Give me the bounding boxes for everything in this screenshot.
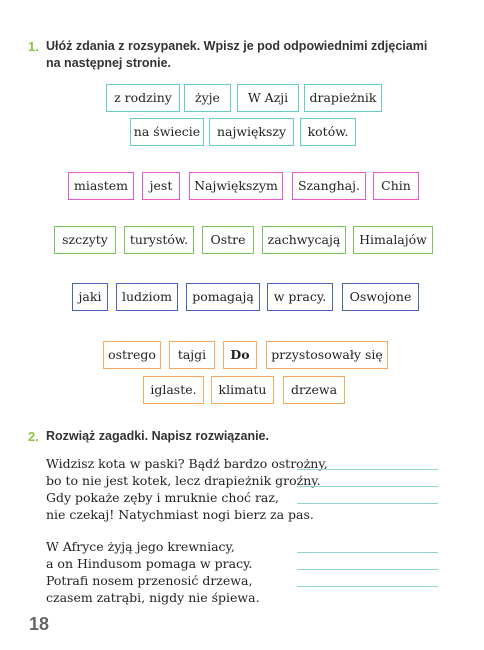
word-tile[interactable]: drzewa bbox=[283, 376, 345, 404]
word-tile[interactable]: jest bbox=[142, 172, 180, 200]
word-tile[interactable]: zachwycają bbox=[262, 226, 346, 254]
word-tile[interactable]: Chin bbox=[373, 172, 419, 200]
word-tile[interactable]: tajgi bbox=[169, 341, 215, 369]
riddle-1-line: nie czekaj! Natychmiast nogi bierz za pas. bbox=[46, 507, 314, 522]
task-1-number: 1. bbox=[28, 39, 39, 54]
word-tile[interactable]: klimatu bbox=[211, 376, 274, 404]
riddle-1-line: Gdy pokaże zęby i mruknie choć raz, bbox=[46, 490, 279, 505]
riddle-1-line: Widzisz kota w paski? Bądź bardzo ostrożny, bbox=[46, 456, 328, 471]
task-1-instruction-line-2: na następnej stronie. bbox=[46, 56, 172, 70]
answer-line-2c[interactable] bbox=[297, 586, 438, 587]
word-tile[interactable]: na świecie bbox=[130, 118, 204, 146]
riddle-2-line: Potrafi nosem przenosić drzewa, bbox=[46, 573, 253, 588]
word-tile[interactable]: iglaste. bbox=[143, 376, 204, 404]
word-tile[interactable]: pomagają bbox=[186, 283, 260, 311]
word-tile[interactable]: ludziom bbox=[116, 283, 178, 311]
word-tile[interactable]: przystosowały się bbox=[266, 341, 388, 369]
word-tile[interactable]: szczyty bbox=[54, 226, 116, 254]
word-tile[interactable]: w pracy. bbox=[267, 283, 333, 311]
answer-line-2b[interactable] bbox=[297, 569, 438, 570]
task-1-instruction-line-1: Ułóż zdania z rozsypanek. Wpisz je pod odpowiednimi zdjęciami bbox=[46, 39, 428, 53]
word-tile[interactable]: Największym bbox=[189, 172, 283, 200]
answer-line-2a[interactable] bbox=[297, 552, 438, 553]
answer-line-1b[interactable] bbox=[297, 486, 438, 487]
word-tile[interactable]: Ostre bbox=[202, 226, 254, 254]
word-tile[interactable]: jaki bbox=[72, 283, 108, 311]
answer-line-1c[interactable] bbox=[297, 503, 438, 504]
word-tile[interactable]: drapieżnik bbox=[304, 84, 382, 112]
word-tile[interactable]: ostrego bbox=[103, 341, 161, 369]
task-2-number: 2. bbox=[28, 429, 39, 444]
word-tile[interactable]: z rodziny bbox=[106, 84, 180, 112]
riddle-2-line: W Afryce żyją jego krewniacy, bbox=[46, 539, 235, 554]
riddle-2-line: czasem zatrąbi, nigdy nie śpiewa. bbox=[46, 590, 260, 605]
word-tile[interactable]: Oswojone bbox=[342, 283, 419, 311]
word-tile[interactable]: W Azji bbox=[237, 84, 299, 112]
task-2-instruction: Rozwiąż zagadki. Napisz rozwiązanie. bbox=[46, 429, 269, 443]
word-tile[interactable]: największy bbox=[209, 118, 294, 146]
page-number: 18 bbox=[29, 614, 50, 634]
word-tile[interactable]: Himalajów bbox=[353, 226, 433, 254]
word-tile[interactable]: turystów. bbox=[124, 226, 194, 254]
word-tile[interactable]: miastem bbox=[68, 172, 134, 200]
riddle-2-line: a on Hindusom pomaga w pracy. bbox=[46, 556, 253, 571]
riddle-1-line: bo to nie jest kotek, lecz drapieżnik groźny. bbox=[46, 473, 321, 488]
word-tile[interactable]: Szanghaj. bbox=[292, 172, 366, 200]
word-tile[interactable]: Do bbox=[223, 341, 257, 369]
word-tile[interactable]: żyje bbox=[184, 84, 231, 112]
word-tile[interactable]: kotów. bbox=[300, 118, 356, 146]
answer-line-1a[interactable] bbox=[297, 469, 438, 470]
